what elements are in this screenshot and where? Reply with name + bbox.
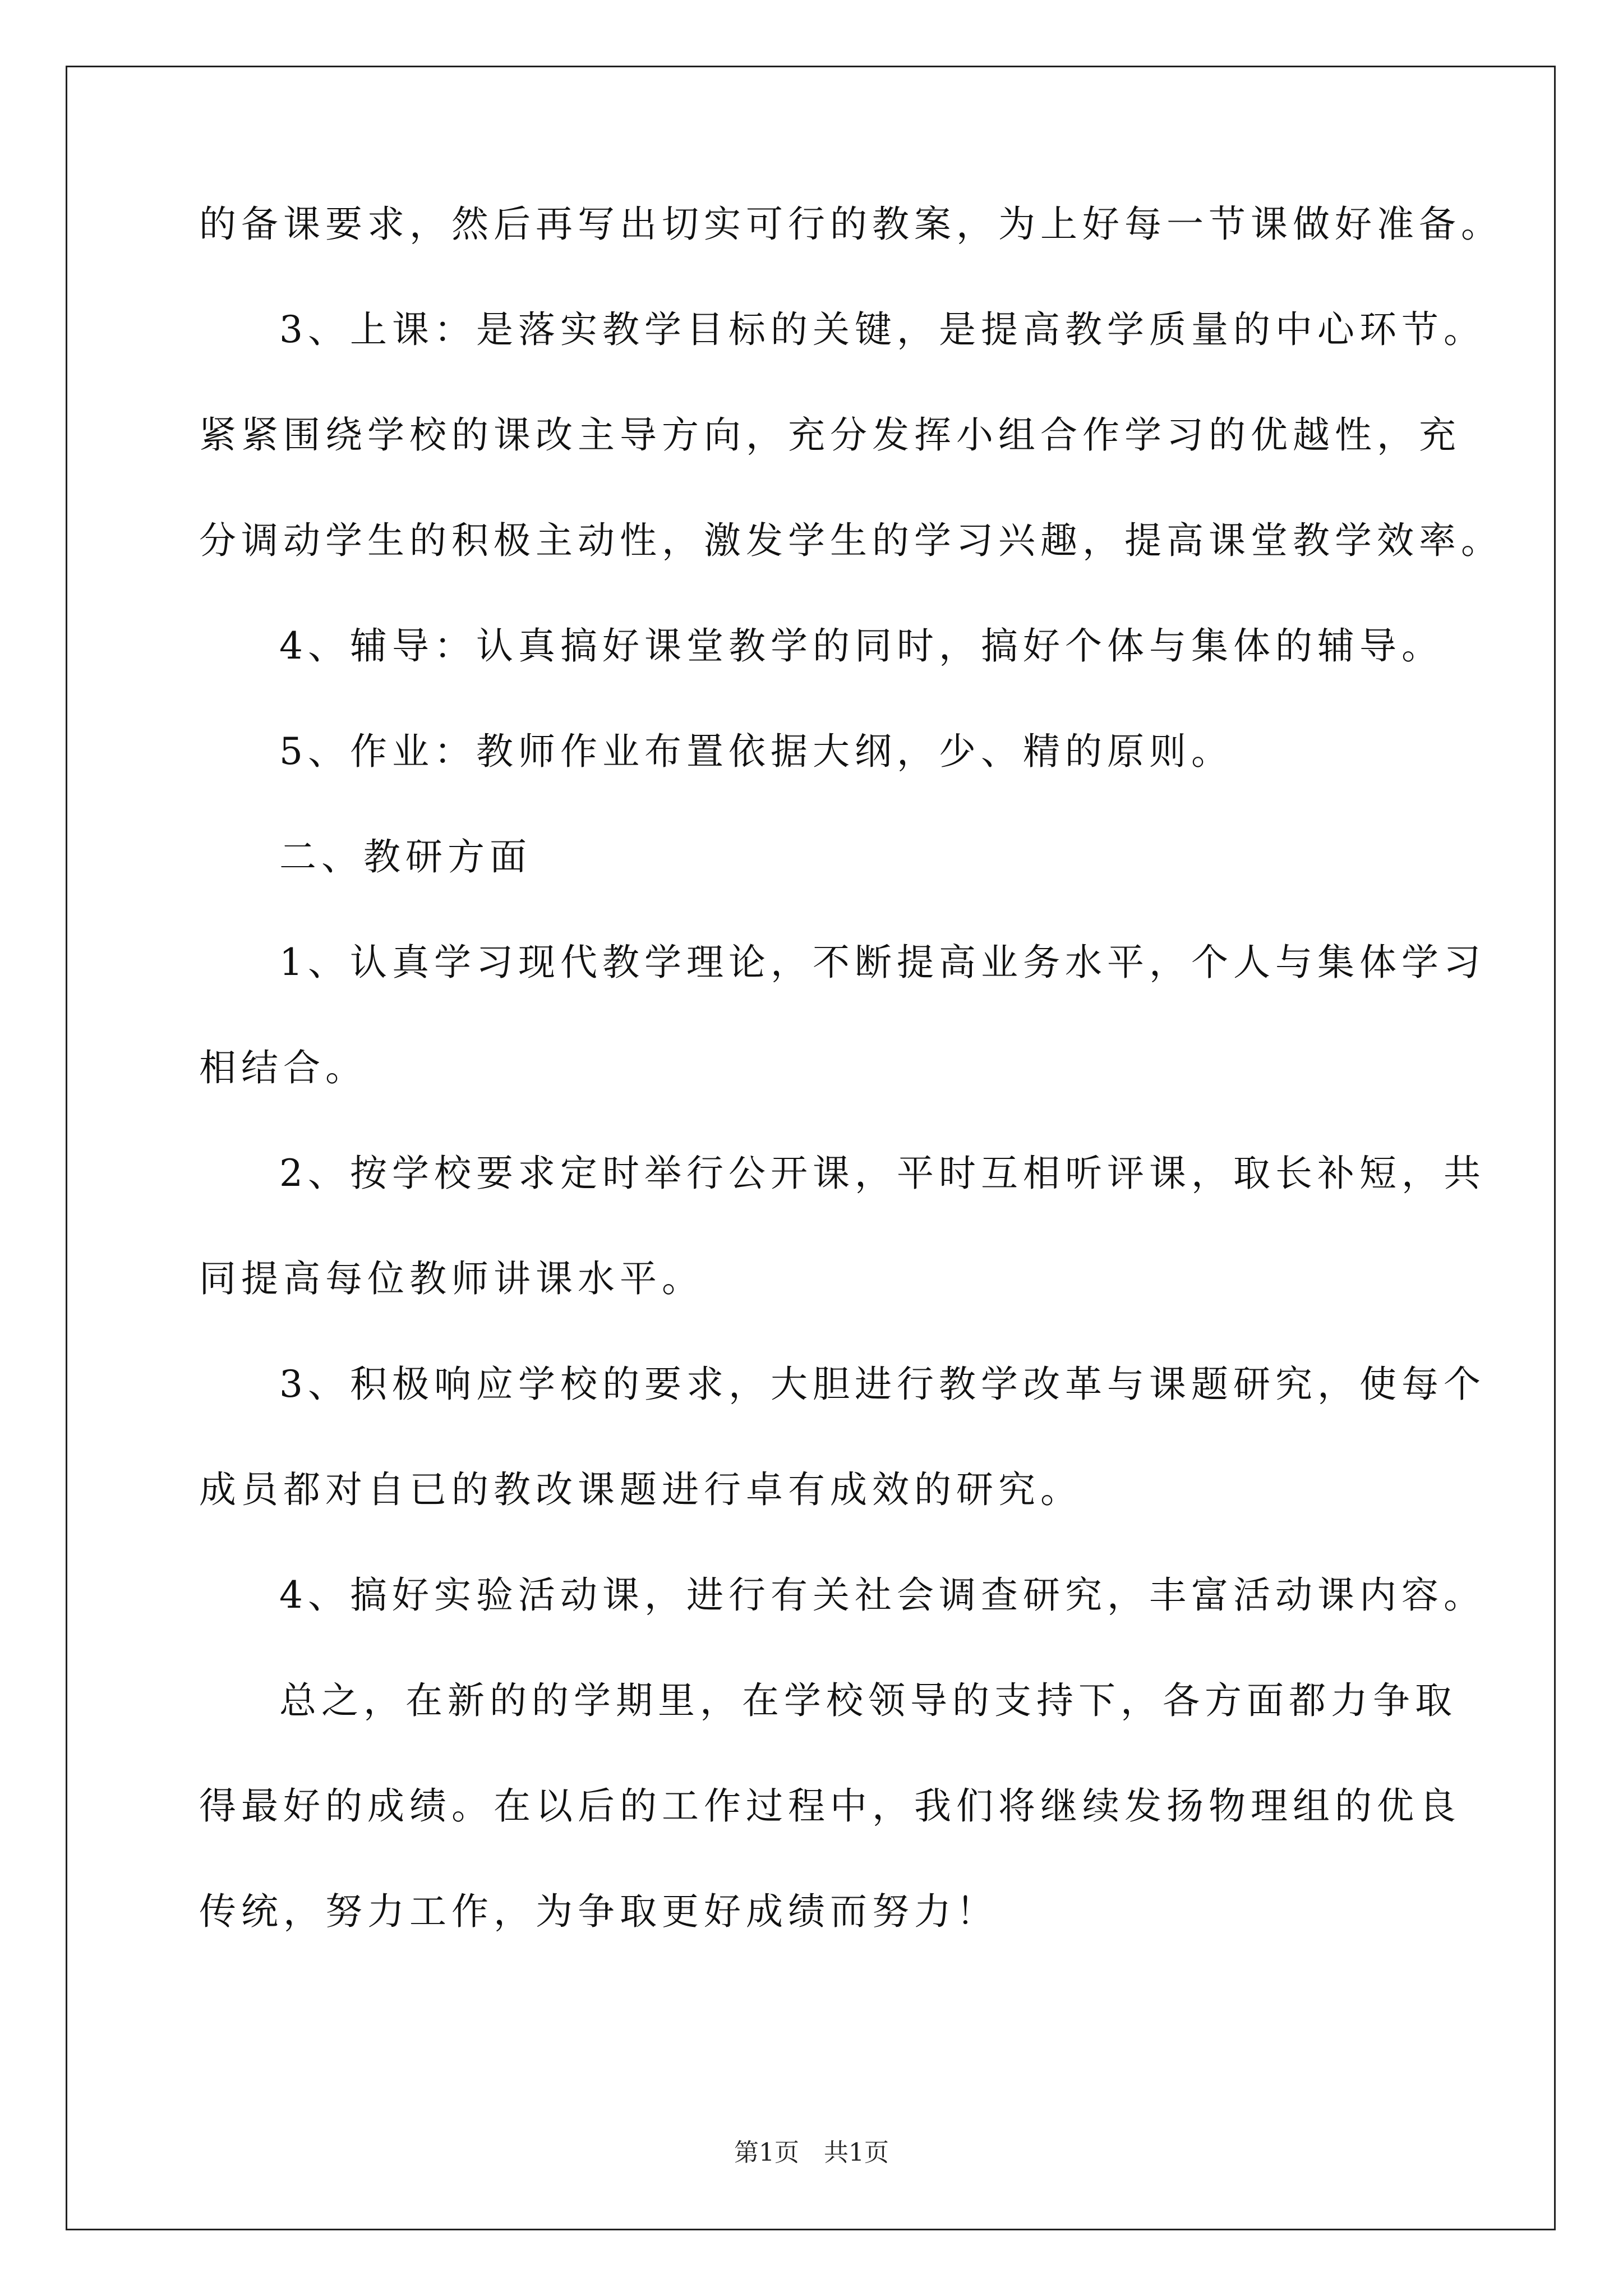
text-line: 紧紧围绕学校的课改主导方向，充分发挥小组合作学习的优越性，充 [199,413,1461,457]
text-line: 2、按学校要求定时举行公开课，平时互相听评课，取长补短，共 [279,1152,1486,1195]
text-line: 的备课要求，然后再写出切实可行的教案，为上好每一节课做好准备。 [199,203,1503,246]
text-line: 传统，努力工作，为争取更好成绩而努力！ [199,1890,998,1933]
text-line: 3、积极响应学校的要求，大胆进行教学改革与课题研究，使每个 [279,1363,1486,1406]
text-line: 5、作业：教师作业布置依据大纲，少、精的原则。 [279,730,1233,773]
text-line: 同提高每位教师讲课水平。 [199,1257,704,1300]
text-line: 1、认真学习现代教学理论，不断提高业务水平，个人与集体学习 [279,941,1486,984]
text-line: 成员都对自已的教改课题进行卓有成效的研究。 [199,1468,1082,1511]
text-line: 总之，在新的的学期里，在学校领导的支持下，各方面都力争取 [279,1679,1457,1722]
text-line: 分调动学生的积极主动性，激发学生的学习兴趣，提高课堂教学效率。 [199,519,1503,562]
page-number: 第1页 共1页 [734,2138,889,2167]
text-line: 3、上课：是落实教学目标的关键，是提高教学质量的中心环节。 [279,308,1486,351]
text-line: 相结合。 [199,1046,367,1089]
section-heading: 二、教研方面 [279,835,532,878]
text-line: 4、辅导：认真搞好课堂教学的同时，搞好个体与集体的辅导。 [279,624,1444,668]
text-line: 4、搞好实验活动课，进行有关社会调查研究，丰富活动课内容。 [279,1573,1486,1617]
text-line: 得最好的成绩。在以后的工作过程中，我们将继续发扬物理组的优良 [199,1784,1461,1828]
